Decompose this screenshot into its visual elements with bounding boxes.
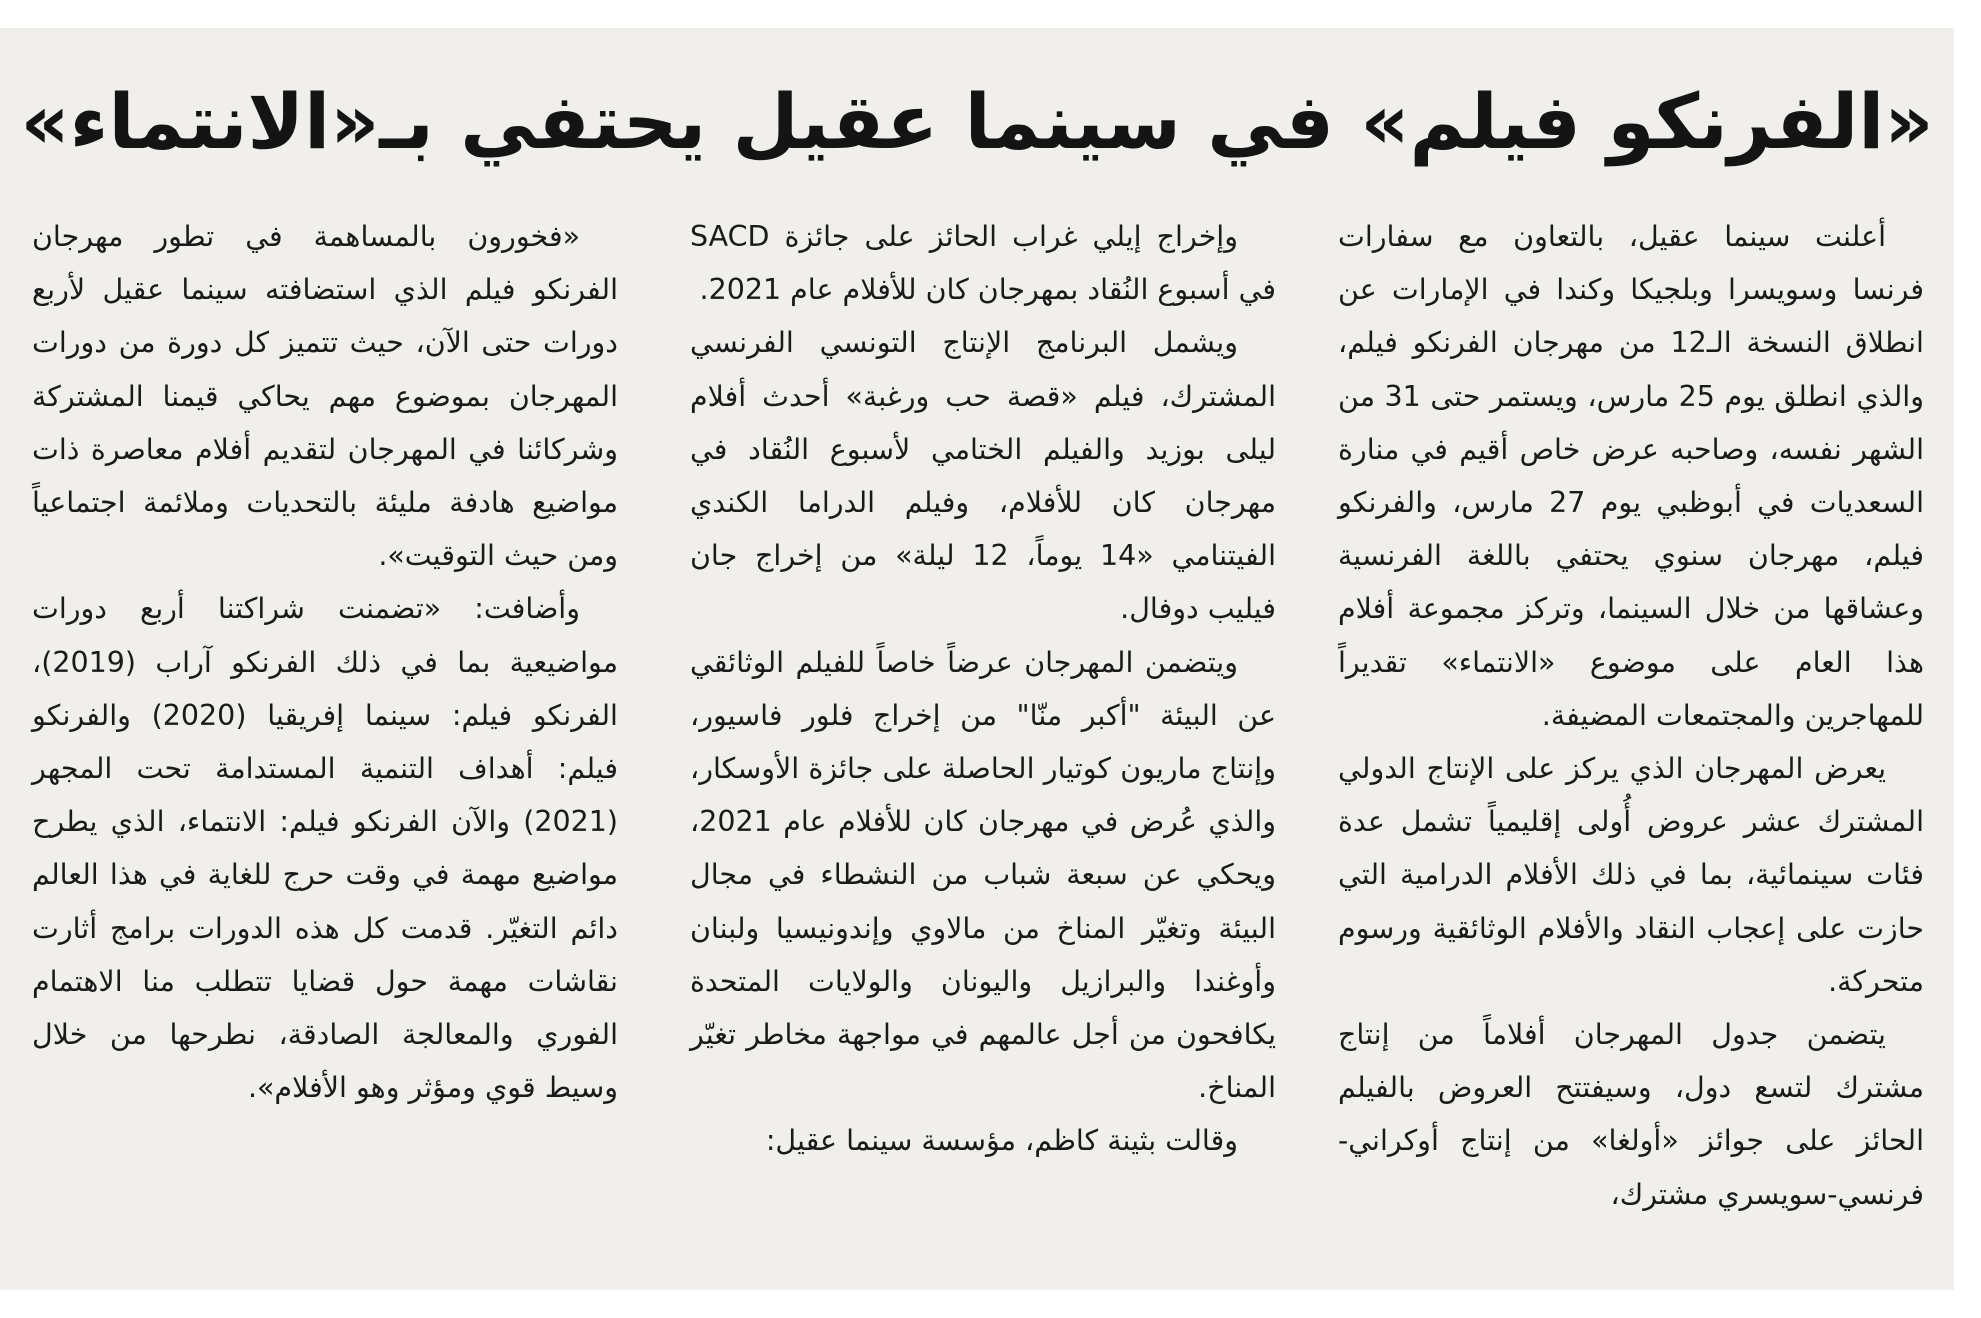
article-paragraph: يعرض المهرجان الذي يركز على الإنتاج الدولي المشترك عشر عروض أُولى إقليمياً تشمل عدة فئات سينمائية، بما في ذلك الأفلام الدرامية التي حازت على إعجاب النقاد والأفلام الوثائقية ورسوم متحركة. bbox=[1338, 752, 1924, 998]
article-paragraph: «فخورون بالمساهمة في تطور مهرجان الفرنكو فيلم الذي استضافته سينما عقيل لأربع دورات حتى الآن، حيث تتميز كل دورة من دورات المهرجان بموضوع مهم يحاكي قيمنا المشتركة وشركائنا في المهرجان لتقديم أفلام معاصرة ذات مواضيع هادفة مليئة بالتحديات وملائمة اجتماعياً ومن حيث التوقيت». bbox=[32, 220, 618, 573]
article-paragraph: يتضمن جدول المهرجان أفلاماً من إنتاج مشترك لتسع دول، وسيفتتح العروض بالفيلم الحائز على جوائز «أولغا» من إنتاج أوكراني- فرنسي-سويسري مشترك، bbox=[1338, 1018, 1924, 1211]
newspaper-clipping bbox=[0, 28, 1954, 1290]
article-column-3 bbox=[32, 210, 618, 1114]
article-paragraph: ويشمل البرنامج الإنتاج التونسي الفرنسي المشترك، فيلم «قصة حب ورغبة» أحدث أفلام ليلى بوزيد والفيلم الختامي لأسبوع النُقاد في مهرجان كان للأفلام، وفيلم الدراما الكندي الفيتنامي «14 يوماً، 12 ليلة» من إخراج جان فيليب دوفال. bbox=[690, 326, 1276, 626]
article-column-1 bbox=[1338, 210, 1924, 1221]
article-paragraph: ويتضمن المهرجان عرضاً خاصاً للفيلم الوثائقي عن البيئة "أكبر منّا" من إخراج فلور فاسيور، وإنتاج ماريون كوتيار الحاصلة على جائزة الأوسكار، والذي عُرض في مهرجان كان للأفلام عام 2021، ويحكي عن سبعة شباب من النشطاء في مجال البيئة وتغيّر المناخ من مالاوي وإندونيسيا ولبنان وأوغندا والبرازيل واليونان والولايات المتحدة يكافحون من أجل عالمهم في مواجهة مخاطر تغيّر المناخ. bbox=[690, 645, 1276, 1105]
article-paragraph: وأضافت: «تضمنت شراكتنا أربع دورات مواضيعية بما في ذلك الفرنكو آراب (2019)، الفرنكو فيلم: سينما إفريقيا (2020) والفرنكو فيلم: أهداف التنمية المستدامة تحت المجهر (2021) والآن الفرنكو فيلم: الانتماء، الذي يطرح مواضيع مهمة في وقت حرج للغاية في هذا العالم دائم التغيّر. قدمت كل هذه الدورات برامج أثارت نقاشات مهمة حول قضايا تتطلب منا الاهتمام الفوري والمعالجة الصادقة، نطرحها من خلال وسيط قوي ومؤثر وهو الأفلام». bbox=[32, 592, 618, 1105]
article-paragraph: أعلنت سينما عقيل، بالتعاون مع سفارات فرنسا وسويسرا وبلجيكا وكندا في الإمارات عن انطلاق النسخة الـ12 من مهرجان الفرنكو فيلم، والذي انطلق يوم 25 مارس، ويستمر حتى 31 من الشهر نفسه، وصاحبه عرض خاص أقيم في منارة السعديات في أبوظبي يوم 27 مارس، والفرنكو فيلم، مهرجان سنوي يحتفي باللغة الفرنسية وعشاقها من خلال السينما، وتركز مجموعة أفلام هذا العام على موضوع «الانتماء» تقديراً للمهاجرين والمجتمعات المضيفة. bbox=[1338, 220, 1924, 732]
article-column-2 bbox=[690, 210, 1276, 1168]
article-paragraph: وإخراج إيلي غراب الحائز على جائزة SACD في أسبوع النُقاد بمهرجان كان للأفلام عام 2021. bbox=[690, 220, 1276, 307]
article-headline: «الفرنكو فيلم» في سينما عقيل يحتفي بـ«الانتماء» bbox=[20, 77, 1934, 166]
article-paragraph: وقالت بثينة كاظم، مؤسسة سينما عقيل: bbox=[765, 1124, 1238, 1158]
